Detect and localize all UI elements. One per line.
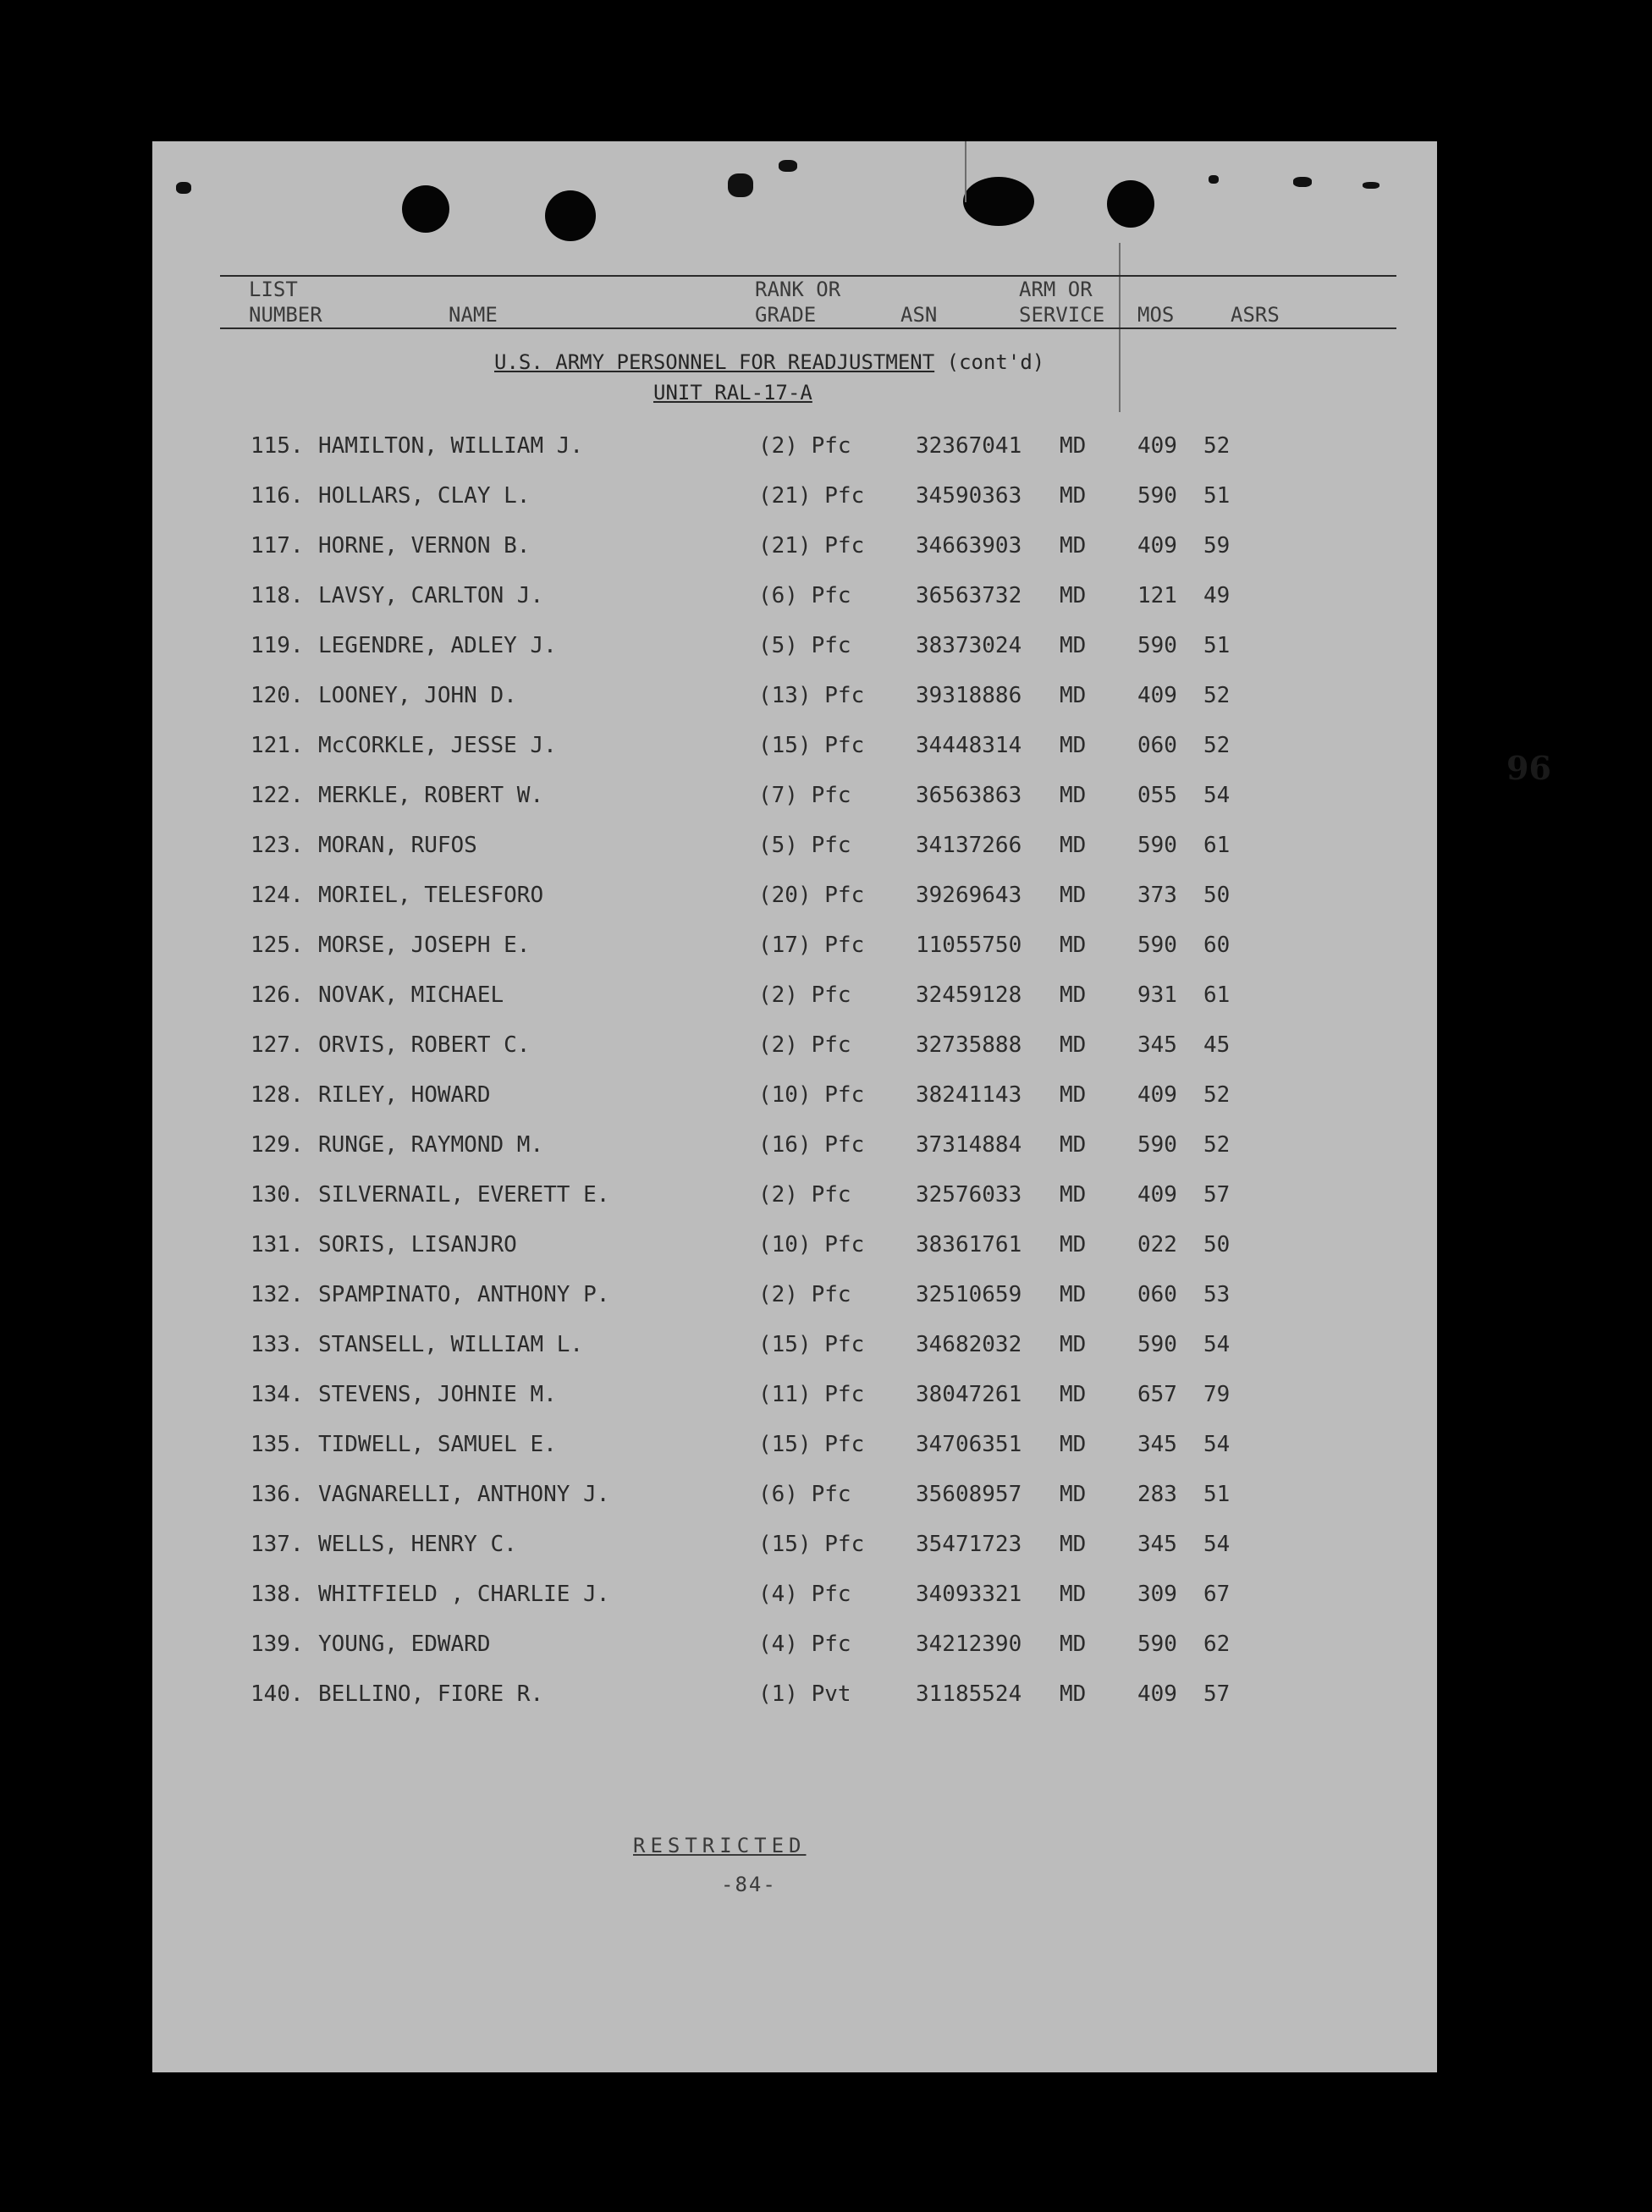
- name-cell: HOLLARS, CLAY L.: [318, 483, 531, 509]
- ink-speck: [1363, 182, 1379, 189]
- mos-cell: 345: [1137, 1032, 1177, 1058]
- asrs-cell: 45: [1203, 1032, 1231, 1058]
- asn-cell: 38047261: [916, 1382, 1022, 1407]
- grade-cell: (2) Pfc: [758, 982, 851, 1008]
- ink-speck: [728, 173, 753, 197]
- arm-service-cell: MD: [1060, 833, 1087, 858]
- header-rank-label: RANK OR: [755, 278, 841, 301]
- mos-cell: 590: [1137, 633, 1177, 658]
- punch-hole: [1107, 180, 1154, 228]
- mos-cell: 590: [1137, 1631, 1177, 1657]
- title-suffix: (cont'd): [946, 350, 1045, 374]
- header-mos: [1137, 302, 1174, 327]
- grade-cell: (10) Pfc: [758, 1232, 865, 1257]
- paper-crease: [965, 141, 966, 202]
- asn-cell: 32735888: [916, 1032, 1022, 1058]
- table-row: [152, 633, 1437, 680]
- arm-service-cell: MD: [1060, 1132, 1087, 1158]
- mos-cell: 345: [1137, 1432, 1177, 1457]
- asrs-cell: 51: [1203, 1482, 1231, 1507]
- header-arm-label: ARM OR: [1019, 278, 1093, 301]
- name-cell: STEVENS, JOHNIE M.: [318, 1382, 557, 1407]
- asrs-cell: 79: [1203, 1382, 1231, 1407]
- mos-cell: 022: [1137, 1232, 1177, 1257]
- grade-cell: (5) Pfc: [758, 833, 851, 858]
- mos-cell: 409: [1137, 1681, 1177, 1707]
- asrs-cell: 54: [1203, 1532, 1231, 1557]
- list-number-cell: 140.: [251, 1681, 304, 1707]
- mos-cell: 590: [1137, 933, 1177, 958]
- grade-cell: (4) Pfc: [758, 1582, 851, 1607]
- header-name: [449, 302, 498, 327]
- asn-cell: 34590363: [916, 483, 1022, 509]
- arm-service-cell: MD: [1060, 1032, 1087, 1058]
- asrs-cell: 67: [1203, 1582, 1231, 1607]
- asn-cell: 38373024: [916, 633, 1022, 658]
- asn-cell: 34682032: [916, 1332, 1022, 1357]
- table-row: [152, 1332, 1437, 1379]
- name-cell: NOVAK, MICHAEL: [318, 982, 504, 1008]
- grade-cell: (4) Pfc: [758, 1631, 851, 1657]
- asn-cell: 34093321: [916, 1582, 1022, 1607]
- asrs-cell: 62: [1203, 1631, 1231, 1657]
- asrs-cell: 61: [1203, 982, 1231, 1008]
- asn-cell: 34448314: [916, 733, 1022, 758]
- table-row: [152, 783, 1437, 830]
- table-row: [152, 583, 1437, 630]
- asn-cell: 39269643: [916, 883, 1022, 908]
- mos-cell: 590: [1137, 1132, 1177, 1158]
- list-number-cell: 139.: [251, 1631, 304, 1657]
- asn-cell: 35608957: [916, 1482, 1022, 1507]
- mos-cell: 409: [1137, 533, 1177, 559]
- mos-cell: 409: [1137, 1182, 1177, 1208]
- asn-cell: 38361761: [916, 1232, 1022, 1257]
- table-row: [152, 1482, 1437, 1529]
- header-asn-label: ASN: [900, 303, 938, 327]
- asn-cell: 38241143: [916, 1082, 1022, 1108]
- list-number-cell: 121.: [251, 733, 304, 758]
- table-row: [152, 1532, 1437, 1579]
- ink-speck: [779, 160, 797, 172]
- asrs-cell: 60: [1203, 933, 1231, 958]
- list-number-cell: 137.: [251, 1532, 304, 1557]
- mos-cell: 283: [1137, 1482, 1177, 1507]
- header-asrs-label: ASRS: [1231, 303, 1280, 327]
- mos-cell: 060: [1137, 733, 1177, 758]
- asrs-cell: 50: [1203, 883, 1231, 908]
- arm-service-cell: MD: [1060, 1631, 1087, 1657]
- list-number-cell: 133.: [251, 1332, 304, 1357]
- table-row: [152, 833, 1437, 880]
- name-cell: SILVERNAIL, EVERETT E.: [318, 1182, 610, 1208]
- header-number-label: NUMBER: [249, 303, 322, 327]
- arm-service-cell: MD: [1060, 1482, 1087, 1507]
- name-cell: TIDWELL, SAMUEL E.: [318, 1432, 557, 1457]
- mos-cell: 590: [1137, 1332, 1177, 1357]
- mos-cell: 373: [1137, 883, 1177, 908]
- asn-cell: 32459128: [916, 982, 1022, 1008]
- asn-cell: 36563863: [916, 783, 1022, 808]
- arm-service-cell: MD: [1060, 1082, 1087, 1108]
- arm-service-cell: MD: [1060, 483, 1087, 509]
- punch-hole: [402, 185, 449, 233]
- table-row: [152, 1631, 1437, 1679]
- mos-cell: 409: [1137, 1082, 1177, 1108]
- grade-cell: (6) Pfc: [758, 1482, 851, 1507]
- grade-cell: (10) Pfc: [758, 1082, 865, 1108]
- asrs-cell: 51: [1203, 633, 1231, 658]
- header-list-number: [249, 277, 322, 327]
- list-number-cell: 122.: [251, 783, 304, 808]
- name-cell: RUNGE, RAYMOND M.: [318, 1132, 544, 1158]
- arm-service-cell: MD: [1060, 583, 1087, 608]
- asn-cell: 35471723: [916, 1532, 1022, 1557]
- header-service-label: SERVICE: [1019, 303, 1105, 327]
- name-cell: McCORKLE, JESSE J.: [318, 733, 557, 758]
- table-row: [152, 483, 1437, 531]
- grade-cell: (11) Pfc: [758, 1382, 865, 1407]
- table-row: [152, 1582, 1437, 1629]
- title-main: U.S. ARMY PERSONNEL FOR READJUSTMENT: [494, 350, 935, 374]
- unit-label: UNIT RAL-17-A: [653, 381, 812, 404]
- name-cell: SPAMPINATO, ANTHONY P.: [318, 1282, 610, 1307]
- asn-cell: 31185524: [916, 1681, 1022, 1707]
- asn-cell: 11055750: [916, 933, 1022, 958]
- name-cell: HAMILTON, WILLIAM J.: [318, 433, 584, 459]
- list-number-cell: 126.: [251, 982, 304, 1008]
- list-number-cell: 131.: [251, 1232, 304, 1257]
- asrs-cell: 61: [1203, 833, 1231, 858]
- mos-cell: 121: [1137, 583, 1177, 608]
- asrs-cell: 53: [1203, 1282, 1231, 1307]
- name-cell: MORSE, JOSEPH E.: [318, 933, 531, 958]
- mos-cell: 055: [1137, 783, 1177, 808]
- name-cell: ORVIS, ROBERT C.: [318, 1032, 531, 1058]
- table-row: [152, 933, 1437, 980]
- arm-service-cell: MD: [1060, 1182, 1087, 1208]
- header-bottom-rule: [220, 327, 1396, 329]
- mos-cell: 409: [1137, 683, 1177, 708]
- list-number-cell: 135.: [251, 1432, 304, 1457]
- asrs-cell: 52: [1203, 1132, 1231, 1158]
- arm-service-cell: MD: [1060, 1282, 1087, 1307]
- name-cell: MORAN, RUFOS: [318, 833, 477, 858]
- asn-cell: 32510659: [916, 1282, 1022, 1307]
- list-number-cell: 127.: [251, 1032, 304, 1058]
- list-number-cell: 134.: [251, 1382, 304, 1407]
- arm-service-cell: MD: [1060, 1232, 1087, 1257]
- mos-cell: 590: [1137, 483, 1177, 509]
- name-cell: SORIS, LISANJRO: [318, 1232, 517, 1257]
- header-asn: [900, 302, 937, 327]
- grade-cell: (13) Pfc: [758, 683, 865, 708]
- list-number-cell: 124.: [251, 883, 304, 908]
- arm-service-cell: MD: [1060, 883, 1087, 908]
- arm-service-cell: MD: [1060, 1582, 1087, 1607]
- mos-cell: 657: [1137, 1382, 1177, 1407]
- mos-cell: 309: [1137, 1582, 1177, 1607]
- arm-service-cell: MD: [1060, 1681, 1087, 1707]
- grade-cell: (21) Pfc: [758, 533, 865, 559]
- name-cell: RILEY, HOWARD: [318, 1082, 491, 1108]
- asn-cell: 36563732: [916, 583, 1022, 608]
- grade-cell: (2) Pfc: [758, 1032, 851, 1058]
- table-row: [152, 982, 1437, 1030]
- ink-speck: [1293, 177, 1312, 187]
- name-cell: WHITFIELD , CHARLIE J.: [318, 1582, 610, 1607]
- grade-cell: (1) Pvt: [758, 1681, 851, 1707]
- arm-service-cell: MD: [1060, 933, 1087, 958]
- asrs-cell: 52: [1203, 733, 1231, 758]
- name-cell: STANSELL, WILLIAM L.: [318, 1332, 584, 1357]
- table-row: [152, 1282, 1437, 1329]
- arm-service-cell: MD: [1060, 982, 1087, 1008]
- list-number-cell: 123.: [251, 833, 304, 858]
- name-cell: WELLS, HENRY C.: [318, 1532, 517, 1557]
- header-asrs: [1231, 302, 1280, 327]
- list-number-cell: 118.: [251, 583, 304, 608]
- grade-cell: (15) Pfc: [758, 1432, 865, 1457]
- mos-cell: 345: [1137, 1532, 1177, 1557]
- asrs-cell: 57: [1203, 1182, 1231, 1208]
- name-cell: HORNE, VERNON B.: [318, 533, 531, 559]
- grade-cell: (15) Pfc: [758, 1532, 865, 1557]
- name-cell: YOUNG, EDWARD: [318, 1631, 491, 1657]
- arm-service-cell: MD: [1060, 1532, 1087, 1557]
- list-number-cell: 117.: [251, 533, 304, 559]
- arm-service-cell: MD: [1060, 1382, 1087, 1407]
- arm-service-cell: MD: [1060, 1432, 1087, 1457]
- grade-cell: (2) Pfc: [758, 1282, 851, 1307]
- asn-cell: 34212390: [916, 1631, 1022, 1657]
- header-arm-service: [1019, 277, 1104, 327]
- list-number-cell: 115.: [251, 433, 304, 459]
- grade-cell: (17) Pfc: [758, 933, 865, 958]
- grade-cell: (7) Pfc: [758, 783, 851, 808]
- grade-cell: (16) Pfc: [758, 1132, 865, 1158]
- asn-cell: 34137266: [916, 833, 1022, 858]
- arm-service-cell: MD: [1060, 533, 1087, 559]
- page-number: -84-: [721, 1873, 777, 1896]
- name-cell: LEGENDRE, ADLEY J.: [318, 633, 557, 658]
- list-number-cell: 120.: [251, 683, 304, 708]
- asrs-cell: 54: [1203, 783, 1231, 808]
- asn-cell: 32576033: [916, 1182, 1022, 1208]
- document-page: [152, 141, 1551, 2072]
- arm-service-cell: MD: [1060, 733, 1087, 758]
- header-mos-label: MOS: [1137, 303, 1175, 327]
- asrs-cell: 57: [1203, 1681, 1231, 1707]
- name-cell: VAGNARELLI, ANTHONY J.: [318, 1482, 610, 1507]
- header-rank-grade: [755, 277, 840, 327]
- name-cell: MERKLE, ROBERT W.: [318, 783, 544, 808]
- grade-cell: (15) Pfc: [758, 733, 865, 758]
- arm-service-cell: MD: [1060, 1332, 1087, 1357]
- mos-cell: 931: [1137, 982, 1177, 1008]
- table-row: [152, 1432, 1437, 1479]
- ink-speck: [1209, 175, 1219, 184]
- table-row: [152, 883, 1437, 930]
- table-row: [152, 433, 1437, 481]
- restricted-label: RESTRICTED: [633, 1834, 807, 1857]
- list-number-cell: 130.: [251, 1182, 304, 1208]
- grade-cell: (5) Pfc: [758, 633, 851, 658]
- arm-service-cell: MD: [1060, 783, 1087, 808]
- table-row: [152, 683, 1437, 730]
- list-number-cell: 125.: [251, 933, 304, 958]
- grade-cell: (20) Pfc: [758, 883, 865, 908]
- table-row: [152, 1032, 1437, 1080]
- list-number-cell: 136.: [251, 1482, 304, 1507]
- grade-cell: (2) Pfc: [758, 433, 851, 459]
- header-grade-label: GRADE: [755, 303, 817, 327]
- asrs-cell: 54: [1203, 1432, 1231, 1457]
- name-cell: MORIEL, TELESFORO: [318, 883, 544, 908]
- arm-service-cell: MD: [1060, 683, 1087, 708]
- table-row: [152, 1382, 1437, 1429]
- table-row: [152, 733, 1437, 780]
- asn-cell: 32367041: [916, 433, 1022, 459]
- name-cell: LOONEY, JOHN D.: [318, 683, 517, 708]
- asrs-cell: 52: [1203, 1082, 1231, 1108]
- unit-title: [653, 381, 812, 404]
- table-row: [152, 1182, 1437, 1230]
- table-row: [152, 1082, 1437, 1130]
- grade-cell: (21) Pfc: [758, 483, 865, 509]
- list-number-cell: 132.: [251, 1282, 304, 1307]
- list-number-cell: 138.: [251, 1582, 304, 1607]
- table-row: [152, 533, 1437, 581]
- table-row: [152, 1681, 1437, 1729]
- list-number-cell: 129.: [251, 1132, 304, 1158]
- mos-cell: 409: [1137, 433, 1177, 459]
- list-number-cell: 128.: [251, 1082, 304, 1108]
- asrs-cell: 49: [1203, 583, 1231, 608]
- name-cell: LAVSY, CARLTON J.: [318, 583, 544, 608]
- asrs-cell: 54: [1203, 1332, 1231, 1357]
- ink-speck: [176, 182, 191, 194]
- header-list-label: LIST: [249, 278, 298, 301]
- asrs-cell: 59: [1203, 533, 1231, 559]
- asrs-cell: 51: [1203, 483, 1231, 509]
- grade-cell: (6) Pfc: [758, 583, 851, 608]
- asrs-cell: 52: [1203, 683, 1231, 708]
- header-name-label: NAME: [449, 303, 498, 327]
- punch-hole: [545, 190, 596, 241]
- arm-service-cell: MD: [1060, 433, 1087, 459]
- table-row: [152, 1232, 1437, 1279]
- list-number-cell: 119.: [251, 633, 304, 658]
- side-page-number: 96: [1506, 749, 1551, 787]
- punch-hole: [963, 177, 1034, 226]
- asn-cell: 34663903: [916, 533, 1022, 559]
- grade-cell: (2) Pfc: [758, 1182, 851, 1208]
- mos-cell: 590: [1137, 833, 1177, 858]
- asn-cell: 37314884: [916, 1132, 1022, 1158]
- asrs-cell: 52: [1203, 433, 1231, 459]
- asn-cell: 39318886: [916, 683, 1022, 708]
- document-title: [494, 350, 1044, 374]
- table-row: [152, 1132, 1437, 1180]
- name-cell: BELLINO, FIORE R.: [318, 1681, 544, 1707]
- asn-cell: 34706351: [916, 1432, 1022, 1457]
- asrs-cell: 50: [1203, 1232, 1231, 1257]
- grade-cell: (15) Pfc: [758, 1332, 865, 1357]
- list-number-cell: 116.: [251, 483, 304, 509]
- mos-cell: 060: [1137, 1282, 1177, 1307]
- arm-service-cell: MD: [1060, 633, 1087, 658]
